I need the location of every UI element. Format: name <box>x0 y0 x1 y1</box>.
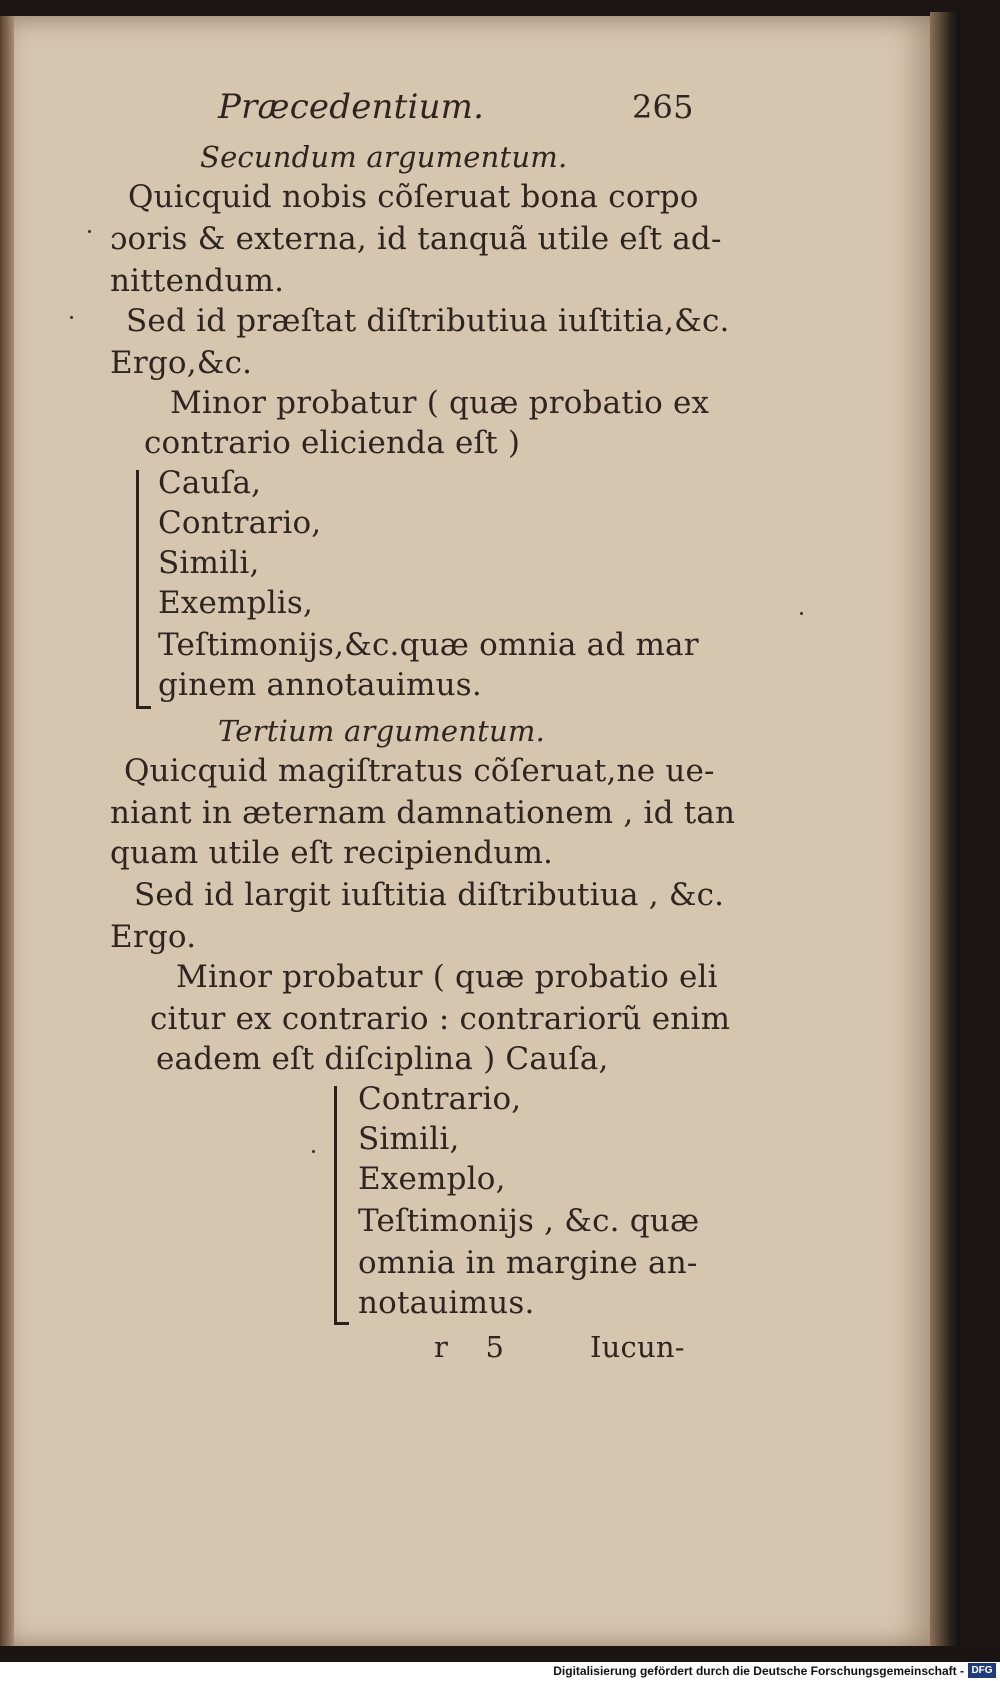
text-line: Quicquid nobis cõſeruat bona corpo <box>128 179 699 215</box>
list-item: Teſtimonijs , &c. quæ <box>358 1203 700 1239</box>
text-line: quam utile eſt recipiendum. <box>110 835 554 871</box>
text-line: Minor probatur ( quæ probatio eli <box>176 959 718 995</box>
list-item: Contrario, <box>158 505 322 541</box>
list-item: Simili, <box>158 545 260 581</box>
text-line: Minor probatur ( quæ probatio ex <box>170 385 710 421</box>
list-item: omnia in margine an- <box>358 1245 698 1281</box>
signature-mark: r 5 <box>434 1330 505 1364</box>
text-line: nittendum. <box>110 263 285 299</box>
list-item: Teſtimonijs,&c.quæ omnia ad mar <box>158 627 699 663</box>
list-item: ginem annotauimus. <box>158 667 482 703</box>
section-heading: Secundum argumentum. <box>200 140 568 174</box>
text-line: eadem eſt diſciplina ) Cauſa, <box>156 1041 609 1077</box>
list-item: Exemplo, <box>358 1161 506 1197</box>
text-line: Sed id largit iuſtitia diſtributiua , &c. <box>134 877 725 913</box>
book-page <box>0 16 935 1648</box>
list-item: notauimus. <box>358 1285 535 1321</box>
text-line: Quicquid magiſtratus cõſeruat,ne ue- <box>124 753 715 789</box>
paper-speck <box>312 1150 315 1153</box>
text-line: Sed id præſtat diſtributiua iuſtitia,&c. <box>126 303 730 339</box>
paper-speck <box>800 612 803 615</box>
section-heading: Tertium argumentum. <box>218 714 546 748</box>
list-bracket <box>136 470 151 709</box>
paper-speck <box>88 230 91 233</box>
page-bottom-edge <box>0 1646 1000 1662</box>
list-item: Cauſa, <box>158 465 262 501</box>
list-bracket <box>334 1086 349 1325</box>
running-title: Præcedentium. <box>218 87 485 127</box>
text-line: Ergo. <box>110 919 197 955</box>
page-gutter <box>0 16 14 1648</box>
text-line: citur ex contrario : contrariorũ enim <box>150 1001 731 1037</box>
paper-speck <box>70 316 73 319</box>
list-item: Exemplis, <box>158 585 314 621</box>
text-line: contrario elicienda eſt ) <box>144 425 521 461</box>
list-item: Contrario, <box>358 1081 522 1117</box>
page-number: 265 <box>632 88 694 126</box>
page-edge <box>930 12 960 1652</box>
text-line: ɔoris & externa, id tanquã utile eſt ad- <box>110 221 722 257</box>
text-line: niant in æternam damnationem , id tan <box>110 795 736 831</box>
text-line: Ergo,&c. <box>110 345 253 381</box>
dfg-logo: DFG <box>968 1663 996 1678</box>
catchword: Iucun- <box>590 1330 685 1364</box>
footer-credit: Digitalisierung gefördert durch die Deutsche Forschungsgemeinschaft - <box>553 1664 964 1678</box>
list-item: Simili, <box>358 1121 460 1157</box>
